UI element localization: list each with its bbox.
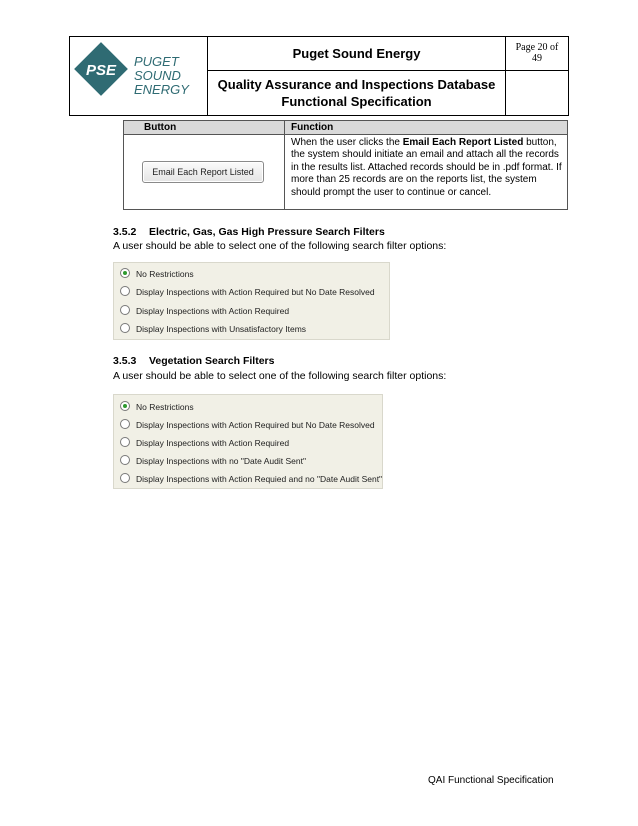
document-header <box>69 36 569 116</box>
radio-icon[interactable] <box>120 323 130 333</box>
header-function: Function <box>291 122 334 133</box>
radio-selected-icon[interactable] <box>120 401 130 411</box>
filter-option[interactable] <box>120 268 194 280</box>
title-line-2: Functional Specification <box>281 94 432 109</box>
page-number-line-1: Page 20 of <box>515 42 559 53</box>
email-each-report-button[interactable]: Email Each Report Listed <box>142 161 264 183</box>
section-title: Electric, Gas, Gas High Pressure Search Filters <box>149 226 385 238</box>
desc-post: button, the system should initiate an email and attach all the records in the results list. Attached records should be in .pdf format. If more than 25 records are on the reports list, the system should prompt the user to continue or cancel. <box>291 137 562 198</box>
radio-icon[interactable] <box>120 286 130 296</box>
logo-cell <box>70 37 208 115</box>
option-label: No Restrictions <box>136 402 194 412</box>
logo-word-1: PUGET <box>134 54 179 69</box>
page-cell <box>506 37 568 71</box>
filter-option[interactable] <box>120 401 194 413</box>
option-label: No Restrictions <box>136 269 194 279</box>
table-header-row <box>124 121 567 135</box>
section-title: Vegetation Search Filters <box>149 355 275 367</box>
company-name: Puget Sound Energy <box>292 46 421 61</box>
radio-icon[interactable] <box>120 437 130 447</box>
radio-icon[interactable] <box>120 455 130 465</box>
filter-option[interactable] <box>120 455 306 467</box>
section-intro: A user should be able to select one of the following search filter options: <box>113 240 447 252</box>
section-number: 3.5.2 <box>113 226 137 238</box>
logo-word-3: ENERGY <box>134 82 189 97</box>
section-number: 3.5.3 <box>113 355 137 367</box>
option-label: Display Inspections with Action Requied and no "Date Audit Sent" <box>136 474 383 484</box>
logo-word-2: SOUND <box>134 68 181 83</box>
page-number <box>506 42 568 64</box>
page-footer: QAI Functional Specification <box>428 775 554 786</box>
document-title <box>208 76 505 110</box>
option-label: Display Inspections with Action Required but No Date Resolved <box>136 420 375 430</box>
option-label: Display Inspections with Action Required <box>136 438 290 448</box>
option-label: Display Inspections with no "Date Audit Sent" <box>136 456 306 466</box>
header-button: Button <box>144 122 177 133</box>
radio-icon[interactable] <box>120 305 130 315</box>
section-heading-352 <box>113 226 385 238</box>
logo-mark: PSE <box>85 62 116 79</box>
filter-option[interactable] <box>120 323 306 335</box>
page-number-line-2: 49 <box>532 53 542 64</box>
function-description <box>291 137 565 199</box>
option-label: Display Inspections with Action Required but No Date Resolved <box>136 287 375 297</box>
column-divider <box>284 121 285 209</box>
filter-option[interactable] <box>120 419 375 431</box>
filter-option[interactable] <box>120 305 289 317</box>
desc-bold: Email Each Report Listed <box>402 137 524 148</box>
button-function-table <box>123 120 568 210</box>
filter-option[interactable] <box>120 286 375 298</box>
option-label: Display Inspections with Unsatisfactory Items <box>136 324 307 334</box>
filter-panel-electric <box>113 262 390 340</box>
title-line-1: Quality Assurance and Inspections Database <box>217 77 496 92</box>
filter-option[interactable] <box>120 437 289 449</box>
section-heading-353 <box>113 355 274 367</box>
radio-icon[interactable] <box>120 473 130 483</box>
desc-pre: When the user clicks the <box>291 137 403 148</box>
radio-icon[interactable] <box>120 419 130 429</box>
filter-option[interactable] <box>120 473 382 485</box>
title-cell <box>208 71 506 115</box>
radio-selected-icon[interactable] <box>120 268 130 278</box>
option-label: Display Inspections with Action Required <box>136 306 290 316</box>
empty-cell <box>506 71 568 115</box>
company-cell <box>208 37 506 71</box>
section-intro: A user should be able to select one of the following search filter options: <box>113 370 447 382</box>
filter-panel-vegetation <box>113 394 383 489</box>
